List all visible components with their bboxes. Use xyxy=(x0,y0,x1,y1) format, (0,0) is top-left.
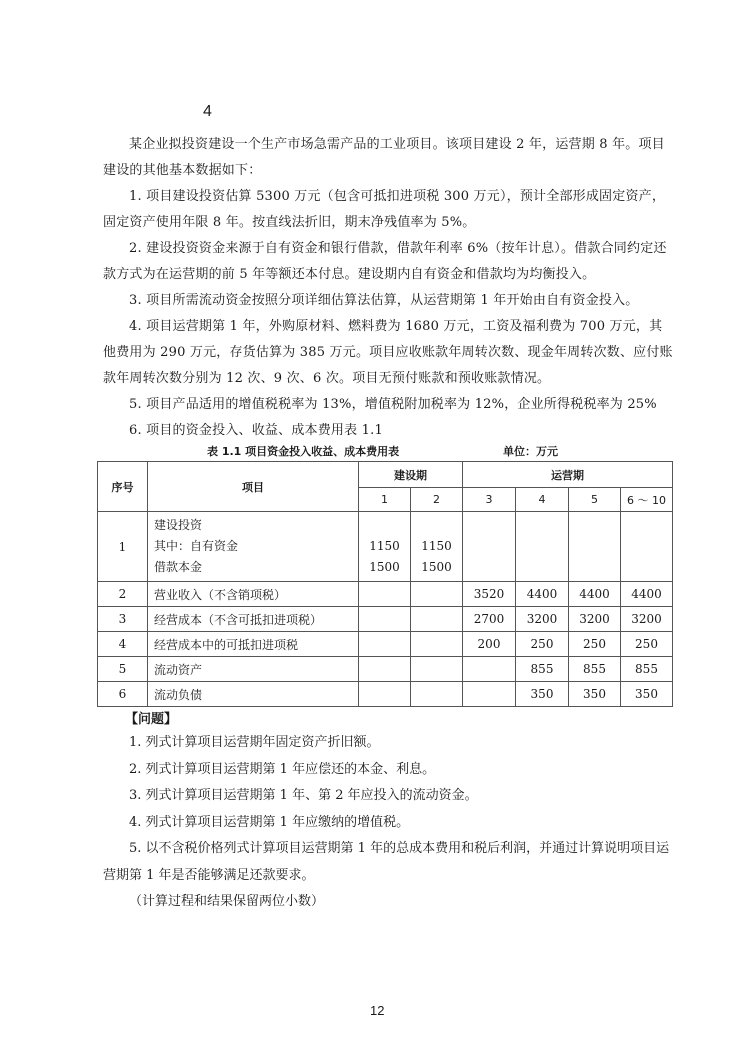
cell-value xyxy=(359,607,411,632)
cell-value: 1150 xyxy=(369,539,400,553)
problem-statement xyxy=(103,132,675,444)
row-item: 经营成本中的可抵扣进项税 xyxy=(148,632,359,657)
cell-value xyxy=(463,682,516,707)
row-seq: 5 xyxy=(98,657,148,682)
table-row xyxy=(98,512,673,582)
item-line: 建设投资 xyxy=(154,518,203,532)
questions-title: 【问题】 xyxy=(125,712,178,727)
condition-6: 6. 项目的资金投入、收益、成本费用表 1.1 xyxy=(129,423,383,438)
question-number: 4 xyxy=(203,103,212,120)
table-row xyxy=(98,657,673,682)
row-seq: 4 xyxy=(98,632,148,657)
header-year: 6 ～ 10 xyxy=(621,488,673,512)
row-seq: 1 xyxy=(98,512,148,582)
cell-value xyxy=(359,632,411,657)
row-item xyxy=(148,512,359,582)
header-year: 1 xyxy=(359,488,411,512)
table-caption: 表 1.1 项目资金投入收益、成本费用表 xyxy=(207,445,400,458)
cell-value: 3200 xyxy=(569,607,621,632)
header-construction: 建设期 xyxy=(359,462,463,488)
page-number: 12 xyxy=(370,1003,385,1018)
cell-value xyxy=(411,607,463,632)
cell-value xyxy=(411,682,463,707)
table-row xyxy=(98,607,673,632)
row-item: 流动资产 xyxy=(148,657,359,682)
condition-2: 2. 建设投资资金来源于自有资金和银行借款，借款年利率 6%（按年计息）。借款合同约定还款方式为在运营期的前 5 年等额还本付息。建设期内自有资金和借款均为均衡投入。 xyxy=(103,241,667,282)
table-row xyxy=(98,632,673,657)
cell-value: 4400 xyxy=(621,582,673,607)
cell-value: 250 xyxy=(621,632,673,657)
cost-table xyxy=(97,461,673,707)
cell-value: 4400 xyxy=(516,582,569,607)
row-value xyxy=(411,512,463,582)
condition-5: 5. 项目产品适用的增值税税率为 13%，增值税附加税率为 12%，企业所得税税率为 25% xyxy=(129,397,657,412)
cell-value xyxy=(411,632,463,657)
table-row xyxy=(98,682,673,707)
header-operation: 运营期 xyxy=(463,462,673,488)
condition-1: 1. 项目建设投资估算 5300 万元（包含可抵扣进项税 300 万元），预计全部形成固定资产，固定资产使用年限 8 年。按直线法折旧，期末净残值率为 5%。 xyxy=(103,189,666,230)
row-item: 流动负债 xyxy=(148,682,359,707)
item-line: 其中：自有资金 xyxy=(154,539,239,553)
cell-value: 1500 xyxy=(421,560,452,574)
row-seq: 3 xyxy=(98,607,148,632)
cell-value: 855 xyxy=(516,657,569,682)
cell-value: 1150 xyxy=(421,539,452,553)
cell-value: 855 xyxy=(621,657,673,682)
cell-value xyxy=(359,582,411,607)
condition-3: 3. 项目所需流动资金按照分项详细估算法估算，从运营期第 1 年开始由自有资金投入。 xyxy=(129,293,639,308)
header-year: 5 xyxy=(569,488,621,512)
header-year: 3 xyxy=(463,488,516,512)
intro-paragraph: 某企业拟投资建设一个生产市场急需产品的工业项目。该项目建设 2 年，运营期 8 年。项目建设的其他基本数据如下： xyxy=(103,137,665,178)
question-item: 5. 以不含税价格列式计算项目运营期第 1 年的总成本费用和税后利润，并通过计算说明项目运营期第 1 年是否能够满足还款要求。 xyxy=(103,841,670,883)
header-year: 4 xyxy=(516,488,569,512)
row-item: 营业收入（不含销项税） xyxy=(148,582,359,607)
question-item: 3. 列式计算项目运营期第 1 年、第 2 年应投入的流动资金。 xyxy=(129,788,478,803)
cell-value: 4400 xyxy=(569,582,621,607)
cell-value xyxy=(463,657,516,682)
cell-value: 350 xyxy=(621,682,673,707)
condition-4: 4. 项目运营期第 1 年，外购原材料、燃料费为 1680 万元，工资及福利费为 700 万元，其他费用为 290 万元，存货估算为 385 万元。项目应收账款年周转次数、现金年周转次数、应付账款年周转次数分别为 12 次、9 次、6 次。项目无预付账款和预收账款情况。 xyxy=(103,319,673,386)
cell-value: 855 xyxy=(569,657,621,682)
cell-value: 3200 xyxy=(516,607,569,632)
question-note: （计算过程和结果保留两位小数） xyxy=(129,894,325,909)
cell-value: 2700 xyxy=(463,607,516,632)
cell-value xyxy=(411,657,463,682)
row-item: 经营成本（不含可抵扣进项税） xyxy=(148,607,359,632)
question-item: 1. 列式计算项目运营期年固定资产折旧额。 xyxy=(129,735,380,750)
cell-value: 350 xyxy=(569,682,621,707)
row-seq: 6 xyxy=(98,682,148,707)
cell-value: 1500 xyxy=(369,560,400,574)
question-item: 4. 列式计算项目运营期第 1 年应缴纳的增值税。 xyxy=(129,814,410,830)
cell-value: 200 xyxy=(463,632,516,657)
cell-value: 250 xyxy=(569,632,621,657)
cell-value xyxy=(359,657,411,682)
row-seq: 2 xyxy=(98,582,148,607)
cell-value: 3200 xyxy=(621,607,673,632)
row-value xyxy=(359,512,411,582)
question-item: 2. 列式计算项目运营期第 1 年应偿还的本金、利息。 xyxy=(129,761,436,777)
table-row xyxy=(98,582,673,607)
item-line: 借款本金 xyxy=(154,560,203,574)
cell-value xyxy=(359,682,411,707)
cell-value: 250 xyxy=(516,632,569,657)
cell-value: 350 xyxy=(516,682,569,707)
questions-list xyxy=(103,730,675,916)
header-seq: 序号 xyxy=(98,462,148,512)
header-item: 项目 xyxy=(148,462,359,512)
header-year: 2 xyxy=(411,488,463,512)
cell-value: 3520 xyxy=(463,582,516,607)
table-unit: 单位：万元 xyxy=(503,445,558,458)
cell-value xyxy=(411,582,463,607)
